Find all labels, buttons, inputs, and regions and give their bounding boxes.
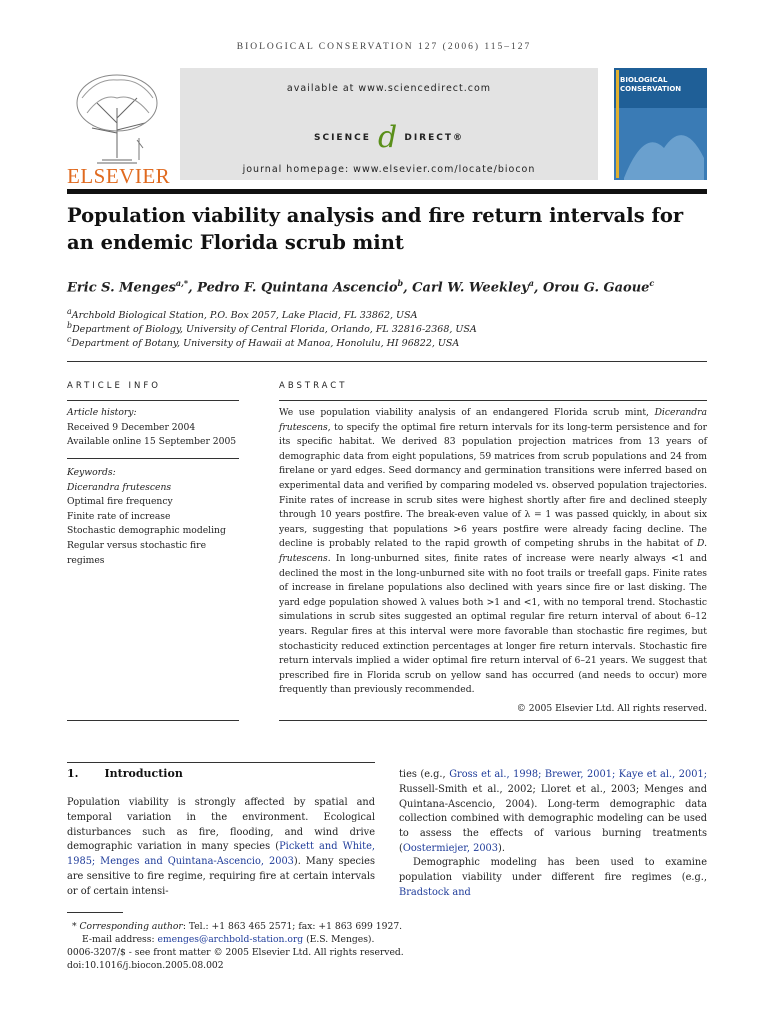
footnote-rule <box>67 912 123 913</box>
affiliation-divider <box>67 361 707 362</box>
cover-title: BIOLOGICAL CONSERVATION <box>620 76 682 93</box>
journal-homepage-link[interactable]: journal homepage: www.elsevier.com/locate/biocon <box>242 164 536 175</box>
citation-link[interactable]: Pickett and White, 1985; Menges and Quintana-Ascencio, 2003 <box>67 841 375 868</box>
publisher-name: ELSEVIER <box>67 164 171 188</box>
keywords-bottom-divider <box>67 720 239 721</box>
sciencedirect-availability[interactable]: available at www.sciencedirect.com <box>286 83 492 94</box>
history-divider <box>67 458 239 459</box>
doi-line[interactable]: doi:10.1016/j.biocon.2005.08.002 <box>67 960 224 971</box>
affiliation: $^a$Archbold Biological Station, P.O. Box 2057, Lake Placid, FL 33862, USA <box>67 307 418 322</box>
sciencedirect-d-icon: d <box>378 120 398 155</box>
section-heading: 1. Introduction <box>67 767 183 780</box>
affiliation: $^c$Department of Botany, University of Hawaii at Manoa, Honolulu, HI 96822, USA <box>67 335 460 350</box>
sciencedirect-logo <box>180 120 598 155</box>
abstract-bottom-divider <box>279 720 707 721</box>
intro-left-column: Population viability is strongly affected by spatial and temporal variation in the environment. Ecological disturbances such as fire, flooding, and wind drive demographic variation in many species (Pickett and White, 1985; Menges and Quintana-Ascencio, 2003). Many species are sensitive to fire regime, requiring fire at certain intervals or of certain intensi- <box>67 797 375 897</box>
citation-link[interactable]: Gross et al., 1998; Brewer, 2001; Kaye et al., 2001; <box>449 769 708 780</box>
journal-citation: BIOLOGICAL CONSERVATION 127 (2006) 115–127 <box>236 42 532 52</box>
article-history: Article history: Received 9 December 2004 Available online 15 September 2005 <box>67 407 237 448</box>
keywords: Keywords: Dicerandra frutescens Optimal fire frequency Finite rate of increase Stochastic demographic modeling Regular versus stochastic fire regimes <box>67 467 226 566</box>
article-info-divider <box>67 400 239 401</box>
intro-right-column: ties (e.g., Gross et al., 1998; Brewer, 2001; Kaye et al., 2001; Russell-Smith et al., 2002; Lloret et al., 2003; Menges and Quintana-Ascencio, 2004). Long-term demographic data collection combined with demographic modeling can be used to assess the effects of various burning treatments (Oostermiejer, 2003). <box>399 769 708 854</box>
citation-link[interactable]: Bradstock and <box>399 886 471 898</box>
author-name: Pedro F. Quintana Ascencio <box>197 280 398 296</box>
intro-top-rule <box>67 762 375 763</box>
sciencedirect-science: SCIENCE <box>313 133 371 143</box>
abstract-divider <box>279 400 707 401</box>
copyright: © 2005 Elsevier Ltd. All rights reserved. <box>516 703 707 714</box>
intro-right-paragraph: Demographic modeling has been used to examine population viability under different fire regimes (e.g., Bradstock and <box>399 857 707 898</box>
header-divider <box>67 189 707 194</box>
citation-link[interactable]: Oostermiejer, 2003 <box>402 842 499 854</box>
article-title: Population viability analysis and fire return intervals for an endemic Florida scrub mint <box>67 204 684 254</box>
email-note: E-mail address: emenges@archbold-station.org (E.S. Menges). <box>82 934 375 945</box>
abstract-text: We use population viability analysis of an endangered Florida scrub mint, Dicerandra frutescens, to specify the optimal fire return intervals for its long-term persistence and for its specific habitat. We derived 83 population projection matrices from 13 years of demographic data from eight populations, 59 matrices from scrub populations and 24 from firelane or yard edges. Seed dormancy and germination transitions were inferred based on experimental data and verified by comparing modeled vs. observed population trajectories. Finite rates of increase in scrub sites were highest shortly after fire and declined steeply through 10 years postfire. The break-even value of λ = 1 was passed quickly, in about six years, suggesting that populations >6 years postfire were already facing decline. The decline is probably related to the rapid growth of competing shrubs in the habitat of D. frutescens. In long-unburned sites, finite rates of increase were nearly always <1 and declined the most in the long-unburned site with no foot trails or treefall gaps. Finite rates of increase in firelane populations also declined with years since fire or last disking. The yard edge population showed λ values both >1 and <1, with no temporal trend. Stochastic simulations in scrub sites suggested an optimal regular fire return interval of about 6–12 years. Regular fires at this interval were more favorable than stochastic fire regimes, but stochasticity reduced extinction percentages at longer fire return intervals. Stochastic fire return intervals implied a wider optimal fire return interval of 6–21 years. We suggest that prescribed fire in Florida scrub on yellow sand has occurred (and needs to occur) more frequently than previously recommended. <box>279 407 707 696</box>
issn-line: 0006-3207/$ - see front matter © 2005 Elsevier Ltd. All rights reserved. <box>67 947 404 958</box>
author-list: Eric S. Menges$^{a,*}$, Pedro F. Quintana Ascencio$^b$, Carl W. Weekley$^a$, Orou G. Gaoue$^c$ <box>67 278 655 296</box>
article-info-heading: ARTICLE INFO <box>67 381 161 391</box>
email-link[interactable]: emenges@archbold-station.org <box>157 934 304 945</box>
abstract-heading: ABSTRACT <box>279 381 348 391</box>
corresponding-author-note: * Corresponding author: Tel.: +1 863 465 2571; fax: +1 863 699 1927. <box>72 921 403 932</box>
affiliation: $^b$Department of Biology, University of Central Florida, Orlando, FL 32816-2368, USA <box>67 321 477 336</box>
sciencedirect-direct: DIRECT® <box>404 133 465 143</box>
author-name: Carl W. Weekley <box>412 280 529 296</box>
author-name: Eric S. Menges <box>67 280 176 296</box>
author-name: Orou G. Gaoue <box>542 280 650 296</box>
